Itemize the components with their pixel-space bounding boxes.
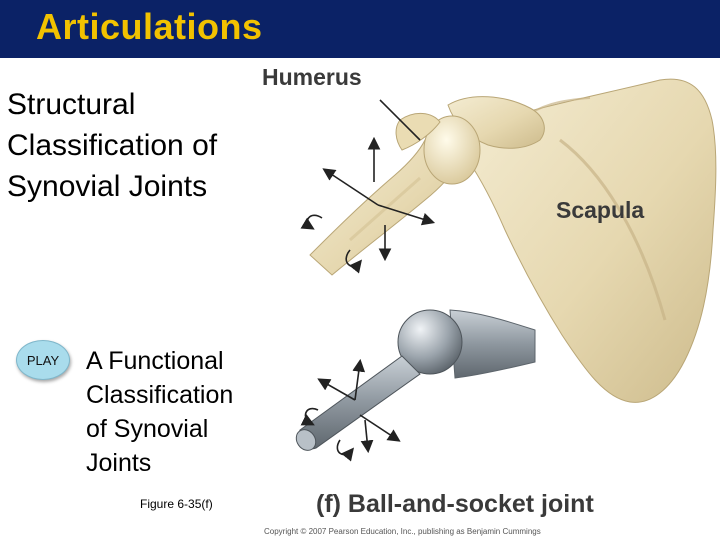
functional-line: Classification bbox=[86, 381, 234, 409]
functional-line: A Functional bbox=[86, 347, 224, 375]
subtitle-line: Structural bbox=[7, 88, 136, 121]
socket-model bbox=[450, 310, 535, 378]
slide-subtitle bbox=[7, 84, 267, 207]
subtitle-line: Synovial Joints bbox=[7, 170, 208, 203]
functional-classification-text bbox=[86, 344, 266, 480]
humerus-label: Humerus bbox=[262, 64, 362, 90]
functional-line: of Synovial bbox=[86, 415, 209, 443]
shoulder-joint-illustration bbox=[258, 58, 720, 540]
title-bar bbox=[0, 0, 720, 58]
slide-title: Articulations bbox=[36, 6, 263, 47]
subtitle-line: Classification of bbox=[7, 129, 218, 162]
play-button[interactable] bbox=[16, 340, 70, 380]
copyright-notice: Copyright © 2007 Pearson Education, Inc., publishing as Benjamin Cummings bbox=[264, 527, 541, 536]
scapula-label: Scapula bbox=[556, 197, 645, 223]
play-button-label: PLAY bbox=[26, 352, 60, 368]
figure-caption: (f) Ball-and-socket joint bbox=[316, 490, 594, 518]
figure-label: Figure 6-35(f) bbox=[140, 497, 213, 511]
functional-line: Joints bbox=[86, 449, 152, 477]
